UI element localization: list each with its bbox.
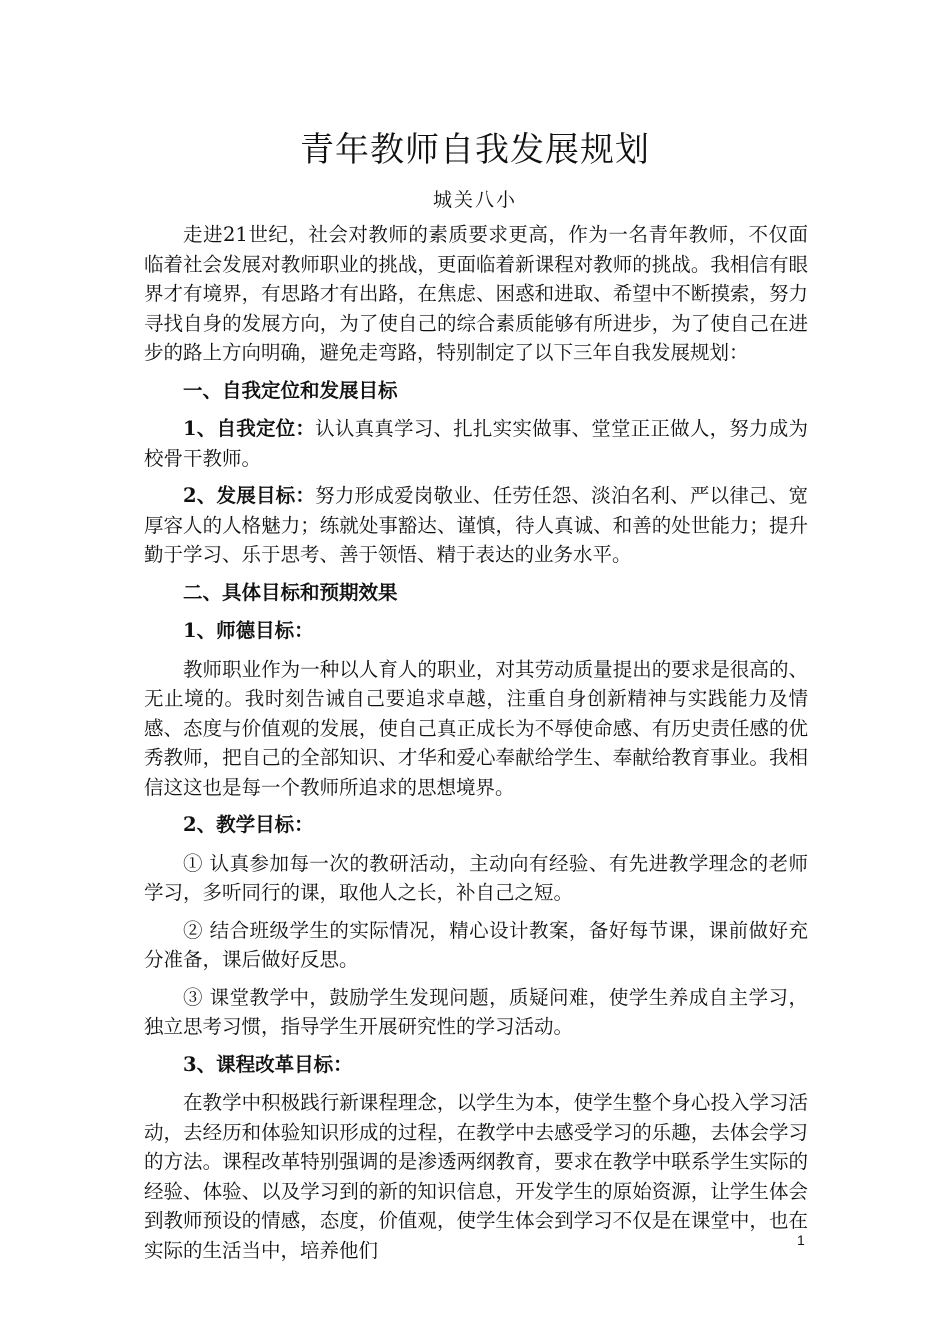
curriculum-reform-heading: 3、课程改革目标： <box>183 1052 353 1076</box>
ethics-goal-heading: 1、师德目标： <box>183 619 314 642</box>
document-subtitle: 城关八小 <box>432 189 517 211</box>
document-title: 青年教师自我发展规划 <box>300 130 650 170</box>
teaching-goal-heading: 2、教学目标： <box>183 813 314 836</box>
ethics-goal-paragraph: 教师职业作为一种以人育人的职业，对其劳动质量提出的要求是很高的、无止境的。我时刻告诫自己要追求卓越，注重自身创新精神与实践能力及情感、态度与价值观的发展，使自己真正成长为不辱使命感、有历史责任感的优秀教师，把自己的全部知识、才华和爱心奉献给学生、奉献给教育事业。我相信这这也是每一个教师所追求的思想境界。 <box>144 657 808 799</box>
curriculum-reform-paragraph: 在教学中积极践行新课程理念，以学生为本，使学生整个身心投入学习活动，去经历和体验知识形成的过程，在教学中去感受学习的乐趣，去体会学习的方法。课程改革特别强调的是渗透两纲教育，要求在教学中联系学生实际的经验、体验、以及学习到的新的知识信息，开发学生的原始资源，让学生体会到教师预设的情感，态度，价值观，使学生体会到学习不仅是在课堂中，也在实际的生活当中，培养他们 <box>144 1091 808 1262</box>
teaching-goal-item: ③ 课堂教学中，鼓励学生发现问题，质疑问难，使学生养成自主学习，独立思考习惯，指导学生开展研究性的学习活动。 <box>144 985 808 1038</box>
document-body <box>144 220 808 1273</box>
section1-heading: 一、自我定位和发展目标 <box>183 378 398 402</box>
development-goal-text: 努力形成爱岗敬业、任劳任怨、淡泊名利、严以律己、宽厚容人的人格魅力；练就处事豁达、谨慎，待人真诚、和善的处世能力；提升勤于学习、乐于思考、善于领悟、精于表达的业务水平。 <box>144 484 808 566</box>
teaching-goal-item: ② 结合班级学生的实际情况，精心设计教案，备好每节课，课前做好充分准备，课后做好反思。 <box>144 918 808 971</box>
development-goal-lead: 2、发展目标： <box>183 484 316 507</box>
teaching-goal-item: ① 认真参加每一次的教研活动，主动向有经验、有先进教学理念的老师学习，多听同行的课，取他人之长，补自己之短。 <box>144 851 808 904</box>
section2-heading: 二、具体目标和预期效果 <box>183 580 398 604</box>
self-positioning-text: 认认真真学习、扎扎实实做事、堂堂正正做人，努力成为校骨干教师。 <box>144 417 808 470</box>
intro-paragraph: 走进21世纪，社会对教师的素质要求更高，作为一名青年教师，不仅面临着社会发展对教师职业的挑战，更面临着新课程对教师的挑战。我相信有眼界才有境界，有思路才有出路，在焦虑、困惑和进取、希望中不断摸索，努力寻找自身的发展方向，为了使自己的综合素质能够有所进步，为了使自己在进步的路上方向明确，避免走弯路，特别制定了以下三年自我发展规划： <box>144 223 808 364</box>
self-positioning-paragraph <box>144 414 808 473</box>
self-positioning-lead: 1、自我定位： <box>183 417 316 440</box>
development-goal-paragraph <box>144 481 808 570</box>
page-number: 1 <box>797 1232 805 1248</box>
